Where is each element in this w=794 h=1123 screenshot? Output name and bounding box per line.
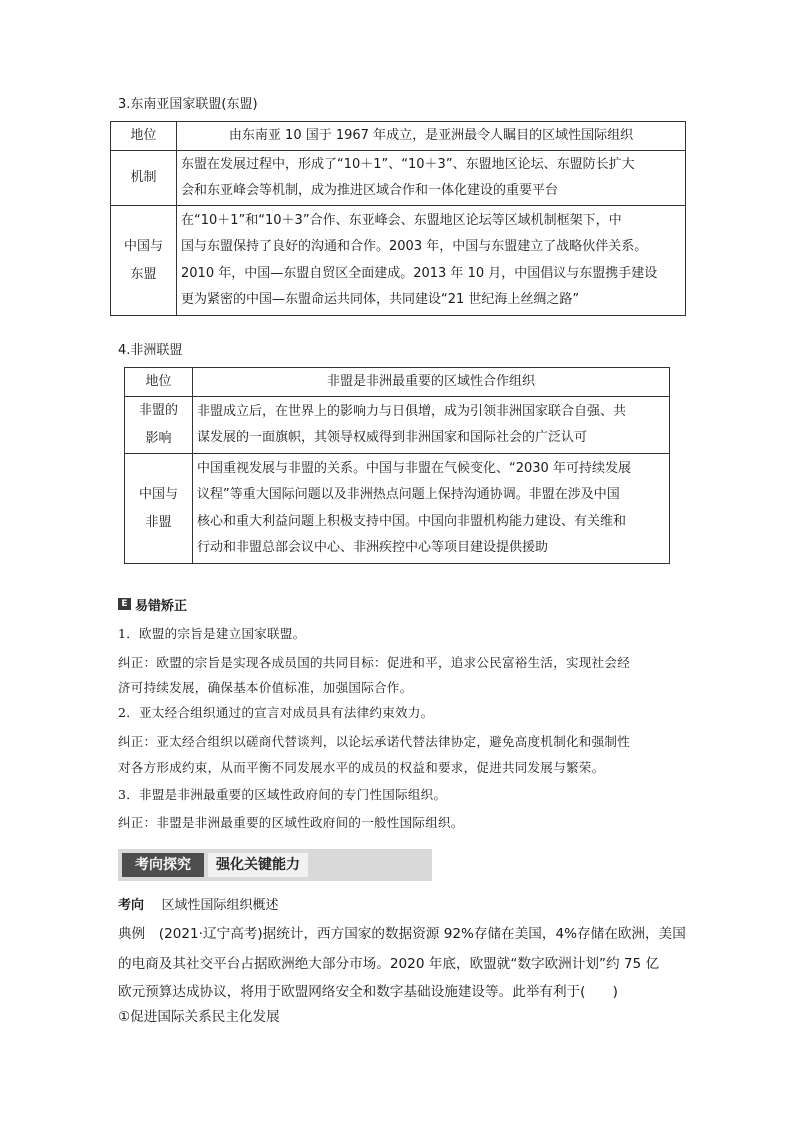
error-line: 2．亚太经合组织通过的宣言对成员具有法律约束效力。	[118, 705, 434, 720]
question-heading-text: 区域性国际组织概述	[161, 898, 279, 913]
error-correction-icon: E	[118, 598, 131, 610]
table-row	[125, 368, 670, 397]
error-line: 纠正：非盟是非洲最重要的区域性政府间的一般性国际组织。	[118, 815, 464, 830]
error-correction-heading	[118, 596, 187, 612]
error-line: 纠正：亚太经合组织以磋商代替谈判，以论坛承诺代替法律协定，避免高度机制化和强制性	[118, 734, 631, 749]
row-label: 机制	[111, 151, 177, 206]
error-line: 济可持续发展，确保基本价值标准，加强国际合作。	[118, 680, 413, 695]
question-line: 的电商及其社交平台占据欧洲绝大部分市场。2020 年底，欧盟就“数字欧洲计划”约 75 亿	[118, 956, 660, 972]
asean-table	[110, 121, 686, 316]
table-row	[111, 151, 686, 206]
section-banner	[118, 849, 432, 881]
question-line: 欧元预算达成协议，将用于欧盟网络安全和数字基础设施建设等。此举有利于( )	[118, 984, 618, 1000]
error-line: 纠正：欧盟的宗旨是实现各成员国的共同目标：促进和平，追求公民富裕生活，实现社会经	[118, 655, 631, 670]
row-label: 非盟的 影响	[125, 397, 193, 454]
table-row	[125, 397, 670, 454]
row-content: 由东南亚 10 国于 1967 年成立，是亚洲最令人瞩目的区域性国际组织	[177, 122, 686, 151]
row-content: 非盟成立后，在世界上的影响力与日俱增，成为引领非洲国家联合自强、共 谋发展的一面旗帜，其领导权威得到非洲国家和国际社会的广泛认可	[193, 397, 670, 454]
question-line: ①促进国际关系民主化发展	[118, 1009, 280, 1025]
table-row	[111, 122, 686, 151]
table-row	[111, 206, 686, 316]
question-heading-label: 考向	[118, 898, 145, 913]
row-content: 非盟是非洲最重要的区域性合作组织	[193, 368, 670, 397]
row-label: 地位	[111, 122, 177, 151]
error-line: 对各方形成约束，从而平衡不同发展水平的成员的权益和要求，促进共同发展与繁荣。	[118, 760, 605, 775]
row-content: 东盟在发展过程中，形成了“10＋1”、“10＋3”、东盟地区论坛、东盟防长扩大 会和东亚峰会等机制，成为推进区域合作和一体化建设的重要平台	[177, 151, 686, 206]
error-correction-title: 易错矫正	[135, 598, 188, 614]
african-union-table	[124, 367, 670, 564]
section-3-title: 3.东南亚国家联盟(东盟)	[118, 97, 258, 112]
error-line: 1．欧盟的宗旨是建立国家联盟。	[118, 626, 306, 641]
row-content: 中国重视发展与非盟的关系。中国与非盟在气候变化、“2030 年可持续发展 议程”等重大国际问题以及非洲热点问题上保持沟通协调。非盟在涉及中国 核心和重大利益问题上积极支持中国。中国向非盟机构能力建设、有关维和 行动和非盟总部会议中心、非洲疾控中心等项目建设提供援助	[193, 454, 670, 564]
banner-label: 考向探究	[122, 853, 204, 877]
row-label: 中国与 非盟	[125, 454, 193, 564]
row-label: 地位	[125, 368, 193, 397]
question-heading	[118, 897, 686, 915]
table-row	[125, 454, 670, 564]
error-line: 3．非盟是非洲最重要的区域性政府间的专门性国际组织。	[118, 787, 447, 802]
question-line: 典例 (2021·辽宁高考)据统计，西方国家的数据资源 92%存储在美国，4%存储在欧洲，美国	[118, 926, 686, 942]
section-4-title: 4.非洲联盟	[118, 343, 183, 358]
row-content: 在“10＋1”和“10＋3”合作、东亚峰会、东盟地区论坛等区域机制框架下，中 国与东盟保持了良好的沟通和合作。2003 年，中国与东盟建立了战略伙伴关系。 2010 年，中国—东盟自贸区全面建成。2013 年 10 月，中国倡议与东盟携手建设 更为紧密的中国—东盟命运共同体，共同建设“21 世纪海上丝绸之路”	[177, 206, 686, 316]
banner-subtitle: 强化关键能力	[208, 853, 308, 877]
row-label: 中国与 东盟	[111, 206, 177, 316]
